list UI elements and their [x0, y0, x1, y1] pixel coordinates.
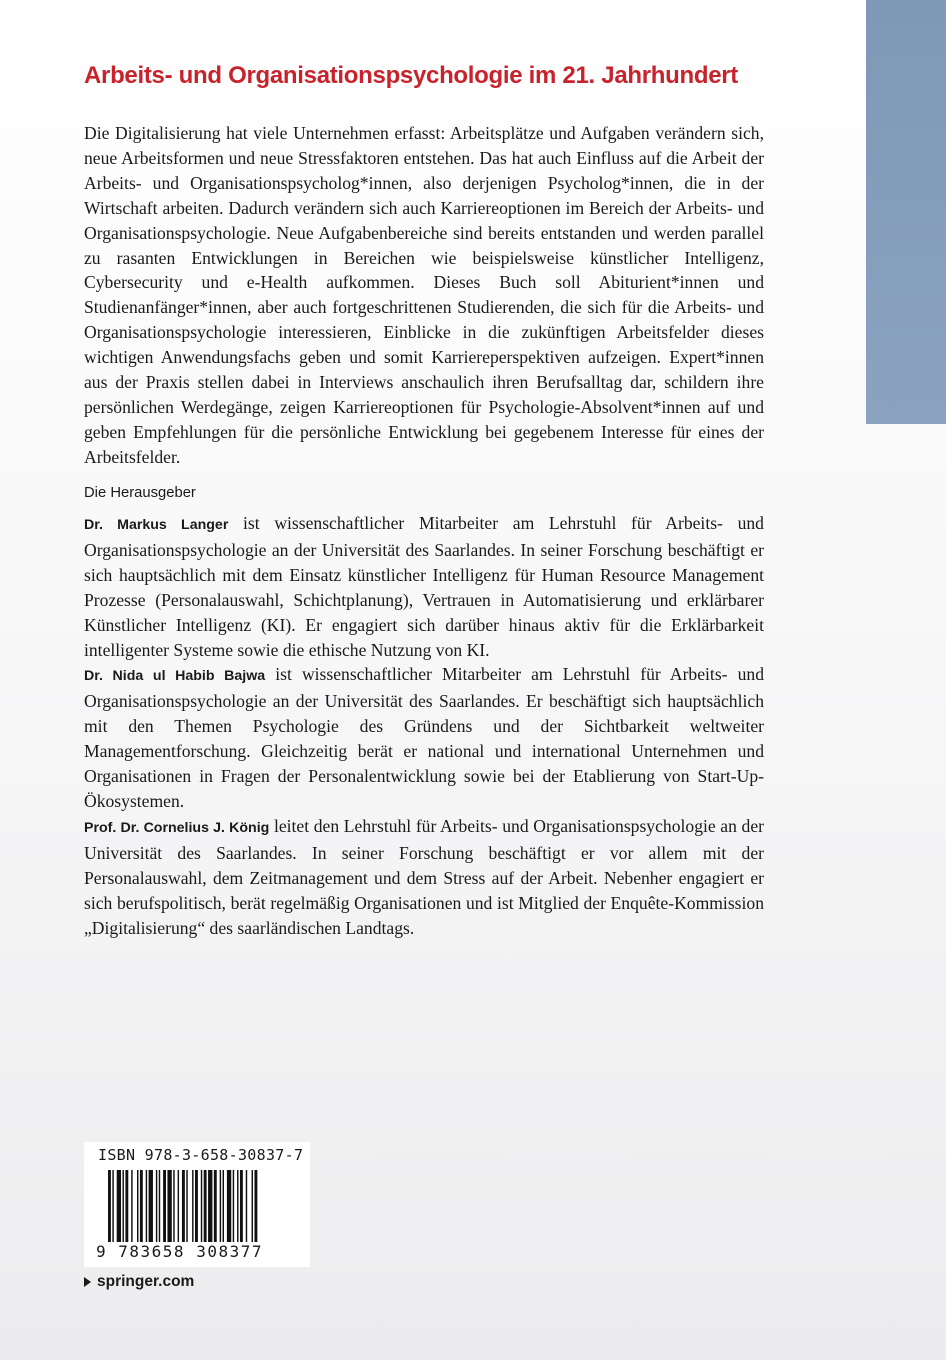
- barcode-bar: [233, 1170, 234, 1242]
- editor-bio-text: ist wissenschaftlicher Mitarbeiter am Lehrstuhl für Arbeits- und Organisationspsychologie an der Universität des Saarlandes. In seiner Forschung beschäftigt er sich hauptsächlich mit dem Einsatz künstlicher Intelligenz für Human Resource Management Prozesse (Personalauswahl, Schichtplanung), Vertrauen in Automatisierung und erklärbarer Künstlicher Intelligenz (KI). Er engagiert sich darüber hinaus aktiv für die Erklärbarkeit intelligenter Systeme sowie die ethische Nutzung von KI.: [84, 513, 764, 660]
- barcode-bar: [214, 1170, 217, 1242]
- arrow-right-icon: [84, 1277, 91, 1287]
- editor-name: Dr. Markus Langer: [84, 517, 229, 533]
- barcode-bar: [195, 1170, 198, 1242]
- barcode-bar: [146, 1170, 147, 1242]
- isbn-number: ISBN 978-3-658-30837-7: [98, 1146, 304, 1164]
- book-description: Die Digitalisierung hat viele Unternehmen erfasst: Arbeitsplätze und Aufgaben verändern sich, neue Arbeitsformen und neue Stressfaktoren entstehen. Das hat auch Einfluss auf die Arbeit der Arbeits- und Organisationspsycholog*innen, also derjenigen Psycholog*innen, die in der Wirtschaft arbeiten. Dadurch verändern sich auch Karriereoptionen im Bereich der Arbeits- und Organisationspsychologie. Neue Aufgabenbereiche sind bereits entstanden und werden parallel zu rasanten Entwicklungen in Bereichen wie beispielsweise künstlicher Intelligenz, Cybersecurity und e-Health aufkommen. Dieses Buch soll Abiturient*innen und Studienanfänger*innen, aber auch fortgeschrittenen Studierenden, die sich für die Arbeits- und Organisationspsychologie interessieren, Einblicke in die zukünftigen Arbeitsfelder dieses wichtigen Anwendungsfachs geben und somit Karriereperspektiven aufzeigen. Expert*innen aus der Praxis stellen dabei in Interviews anschaulich ihren Berufsalltag dar, schildern ihre persönlichen Werdegänge, zeigen Karriereoptionen für Psychologie-Absolvent*innen auf und geben Empfehlungen für die persönliche Entwicklung bei gegebenem Interesse für eines der Arbeitsfelder.: [84, 123, 764, 467]
- editor-bio-text: ist wissenschaftlicher Mitarbeiter am Lehrstuhl für Arbeits- und Organisationspsychologie an der Universität des Saarlandes. Er beschäftigt sich hauptsächlich mit den Themen Psychologie des Gründens und der Sichtbarkeit weltweiter Managementforschung. Gleichzeitig berät er national und international Unternehmen und Organisationen in Fragen der Personalentwicklung sowie bei der Etablierung von Start-Up-Ökosystemen.: [84, 664, 764, 811]
- barcode-bar: [227, 1170, 231, 1242]
- barcode-bar: [140, 1170, 143, 1242]
- barcode-bar: [252, 1170, 253, 1242]
- editor-bio: [84, 814, 764, 941]
- side-color-band: [866, 0, 946, 424]
- barcode-bar: [186, 1170, 187, 1242]
- barcode-bar: [123, 1170, 124, 1242]
- editor-bio: [84, 662, 764, 813]
- editors-heading: Die Herausgeber: [84, 485, 196, 501]
- editor-name: Dr. Nida ul Habib Bajwa: [84, 668, 266, 685]
- barcode-bar: [204, 1170, 207, 1242]
- barcode-bar: [237, 1170, 238, 1242]
- publisher-url: springer.com: [97, 1273, 195, 1290]
- barcode-bar: [149, 1170, 153, 1242]
- barcode-bar: [178, 1170, 179, 1242]
- editor-bio: [84, 511, 764, 662]
- editor-name: Prof. Dr. Cornelius J. König: [84, 819, 270, 836]
- barcode-bar: [167, 1170, 171, 1242]
- barcode-bar: [240, 1170, 243, 1242]
- barcode-bar: [156, 1170, 157, 1242]
- barcode-digits: 9 783658 308377: [96, 1242, 263, 1261]
- barcode-bar: [220, 1170, 221, 1242]
- barcode-bar: [246, 1170, 247, 1242]
- barcode-bar: [201, 1170, 202, 1242]
- editor-bio-text: leitet den Lehrstuhl für Arbeits- und Organisationspsychologie an der Universität des Saarlandes. In seiner Forschung beschäftigt er vor allem mit der Personalauswahl, dem Zeitmanagement und dem Stress auf der Arbeit. Nebenher engagiert er sich berufspolitisch, berät regelmäßig Organisationen und ist Mitglied der Enquête-Kommission „Digitalisierung“ des saarländischen Landtags.: [84, 815, 764, 938]
- barcode-bar: [125, 1170, 128, 1242]
- barcode-bar: [173, 1170, 174, 1242]
- isbn-barcode: [84, 1142, 310, 1267]
- barcode-bar: [192, 1170, 193, 1242]
- publisher-link[interactable]: [84, 1273, 194, 1291]
- barcode-bar: [223, 1170, 224, 1242]
- barcode-bar: [163, 1170, 166, 1242]
- barcode-bar: [117, 1170, 121, 1242]
- barcode-bar: [137, 1170, 138, 1242]
- barcode-bar: [131, 1170, 132, 1242]
- barcode-bar: [208, 1170, 212, 1242]
- barcode-bar: [159, 1170, 160, 1242]
- editor-bios: [84, 511, 764, 940]
- page-title: Arbeits- und Organisationspsychologie im 21. Jahrhundert: [84, 62, 738, 89]
